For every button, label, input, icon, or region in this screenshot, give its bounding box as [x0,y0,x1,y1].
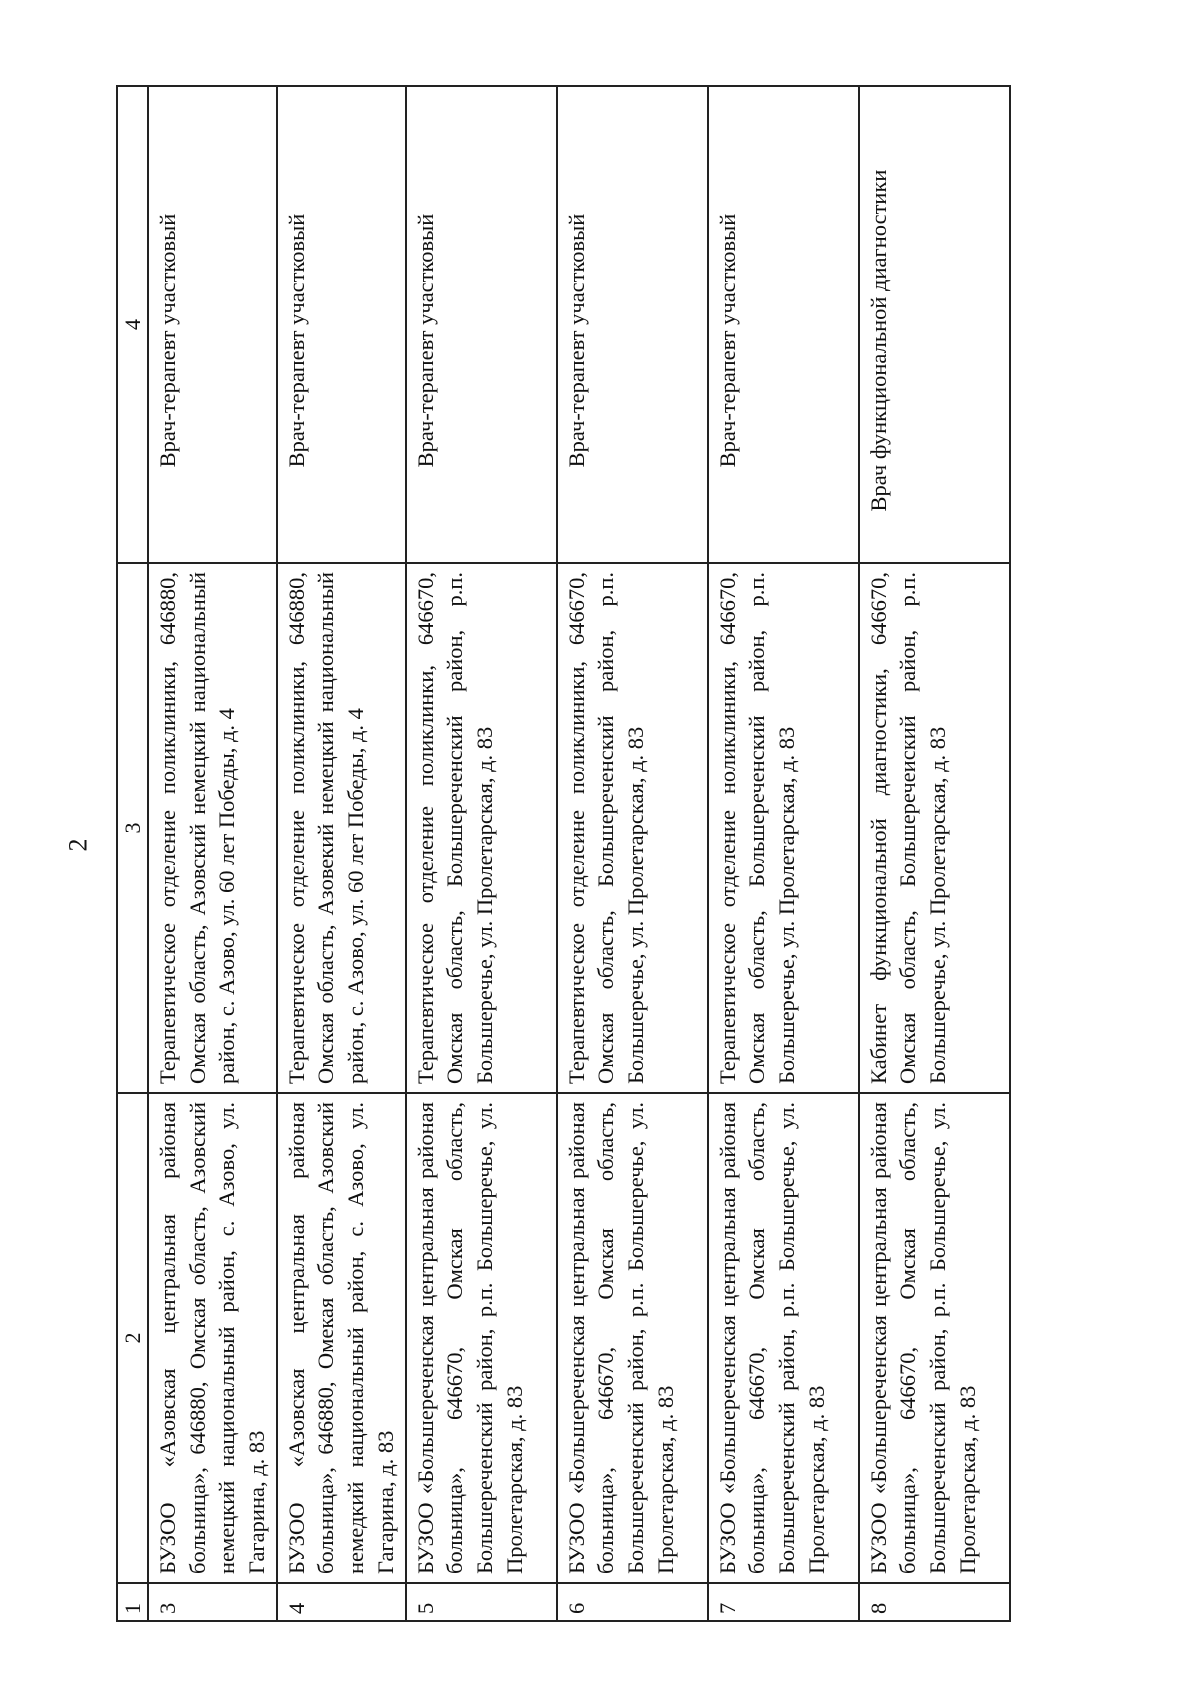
header-col-4: 4 [117,86,148,563]
table-row [277,86,406,1621]
table-row [557,86,708,1621]
organization-cell: БУЗОО «Большереченская центральная районая больница», 646670, Омская область, Большереченский район, р.п. Большеречье, ул. Пролетарская, д. 83 [406,1093,557,1583]
table-row [148,86,277,1621]
organization-cell: БУЗОО «Большереченская центральная районая больница», 646670, Омская область, Большереченский район, р.п. Большеречье, ул. Пролетарская, д. 83 [859,1093,1010,1583]
table-row [708,86,859,1621]
organization-cell: БУЗОО «Большереченская центральная районая больница», 646670, Омская область, Большереченский район, р.п. Большеречье, ул. Пролетарская, д. 83 [557,1093,708,1583]
position-cell: Врач-терапевт участковый [557,86,708,563]
row-number: 7 [708,1583,859,1621]
row-number: 8 [859,1583,1010,1621]
department-cell: Терапевтическое отделение поликлиники, 646880, Омская область, Азовекий немецкий национальный район, с. Азово, ул. 60 лет Победы, д. 4 [277,563,406,1093]
position-cell: Врач функциональной диагностики [859,86,1010,563]
department-cell: Терапевтическое отделеине поликлиники, 646670, Омская область, Большереченский район, р.п. Большеречье, ул. Пролетарская, д. 83 [557,563,708,1093]
table-header [117,86,148,1621]
header-col-2: 2 [117,1093,148,1583]
row-number: 3 [148,1583,277,1621]
table-row [406,86,557,1621]
department-cell: Кабинет функциональной диагностики, 646670, Омская область, Большеречеиский район, р.п. Большеречье, ул. Пролетарская, д. 83 [859,563,1010,1093]
row-number: 6 [557,1583,708,1621]
document-table-container [116,87,1076,1622]
organization-cell: БУЗОО «Азовская центральная районая больница», 646880, Омекая область, Азовский немедкий национальный район, с. Азово, ул. Гагарина, д. 83 [277,1093,406,1583]
table-body [148,86,1010,1621]
header-col-1: 1 [117,1583,148,1621]
document-table [116,85,1011,1622]
position-cell: Врач-терапевт участковый [708,86,859,563]
row-number: 5 [406,1583,557,1621]
header-col-3: 3 [117,563,148,1093]
row-number: 4 [277,1583,406,1621]
position-cell: Врач-терапевт участковый [406,86,557,563]
organization-cell: БУЗОО «Большереченская центральная районая больница», 646670, Омская область, Большереченский район, р.п. Большеречье, ул. Пролетарская, д. 83 [708,1093,859,1583]
position-cell: Врач-терапевт участковый [277,86,406,563]
department-cell: Терапевтическое отделение ноликлиники, 646670, Омская область, Большереченский район, р.п. Большеречье, ул. Пролетарская, д. 83 [708,563,859,1093]
table-header-row [117,86,148,1621]
department-cell: Терапевтическое отделение поликлиники, 646880, Омская область, Азовский немецкий национальный район, с. Азово, ул. 60 лет Победы, д. 4 [148,563,277,1093]
table-row [859,86,1010,1621]
organization-cell: БУЗОО «Азовская центральная районая больница», 646880, Омская область, Азовский немецкий национальный район, с. Азово, ул. Гагарина, д. 83 [148,1093,277,1583]
page-number: 2 [63,838,93,852]
department-cell: Терапевтическое отделение поликлинки, 646670, Омская область, Большереченский район, р.п. Большеречье, ул. Пролетарская, д. 83 [406,563,557,1093]
position-cell: Врач-терапевт участковый [148,86,277,563]
